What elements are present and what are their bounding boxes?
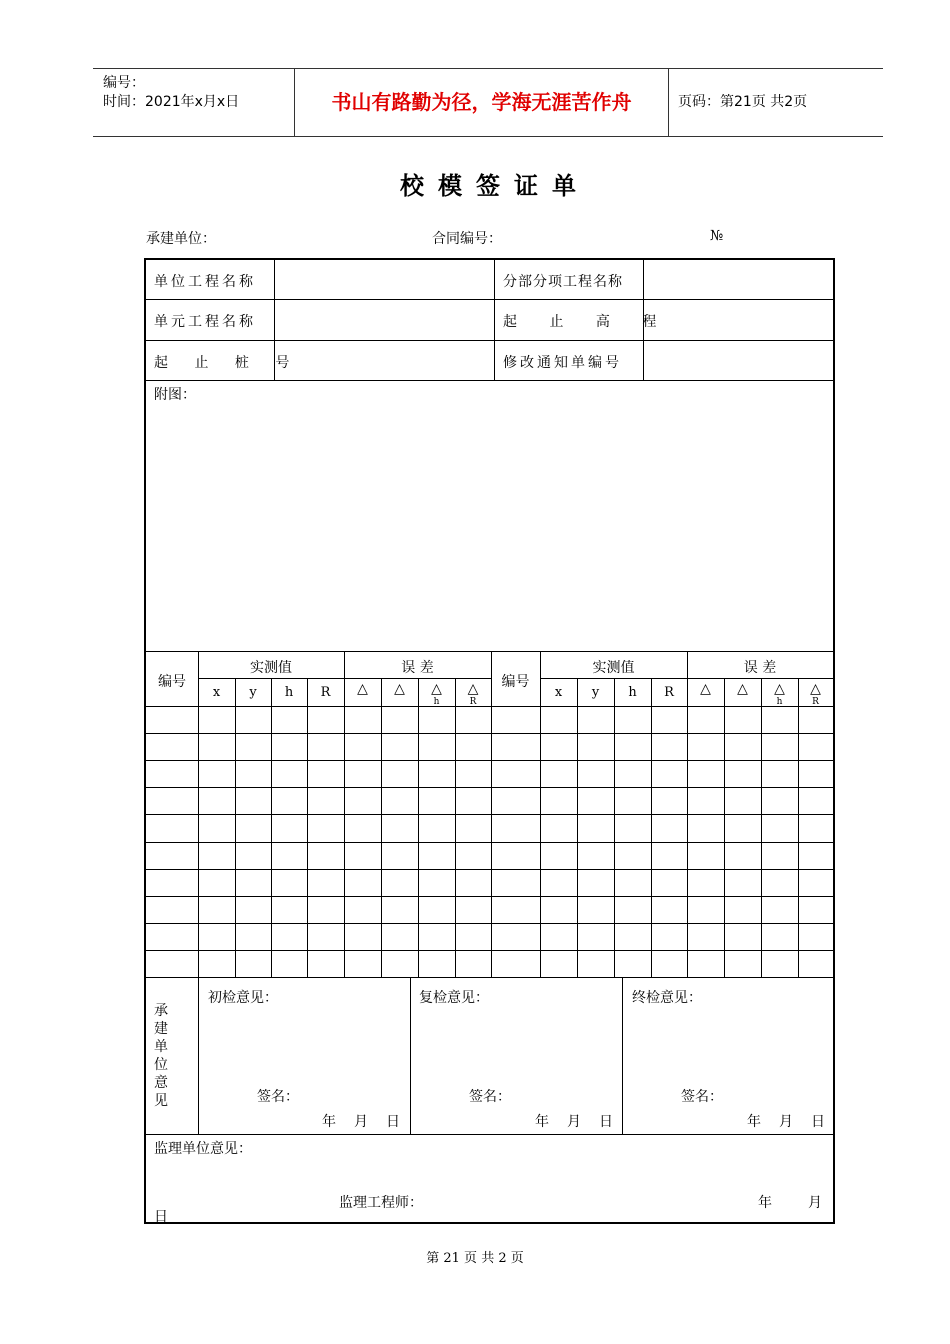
measured-col-x-1: x — [212, 685, 221, 700]
document-title: 校模签证单 — [400, 171, 590, 200]
review-year: 年 — [535, 1114, 549, 1130]
supervisor-engineer-label: 监理工程师： — [339, 1195, 423, 1211]
delta-subscript: R — [469, 697, 477, 705]
delta-icon: △ — [700, 681, 711, 697]
attachment-label: 附图： — [154, 387, 196, 403]
final-year: 年 — [747, 1114, 761, 1130]
contract-number-label: 合同编号： — [432, 231, 502, 247]
review-check-label: 复检意见： — [419, 990, 489, 1006]
initial-year: 年 — [322, 1114, 336, 1130]
measured-value-header-1: 实测值 — [250, 660, 292, 676]
supervisor-month: 月 — [808, 1195, 822, 1211]
delta-col-4-group-2 — [798, 680, 833, 705]
delta-icon: △ — [394, 681, 405, 697]
measured-col-h-2: h — [628, 685, 637, 700]
serial-number-symbol: № — [710, 228, 724, 244]
supervisor-day: 日 — [154, 1210, 168, 1222]
measure-number-header-1: 编号 — [158, 674, 186, 690]
delta-subscript: R — [812, 697, 819, 705]
page-info: 页码：第21页 共2页 — [678, 94, 808, 110]
initial-sign-label: 签名： — [257, 1089, 299, 1105]
page-footer: 第 21 页 共 2 页 — [426, 1251, 524, 1266]
delta-icon: △ — [737, 681, 748, 697]
delta-col-2-group-2 — [724, 680, 761, 705]
delta-icon: △ — [467, 681, 479, 697]
delta-icon: △ — [810, 681, 821, 697]
delta-col-1-group-2 — [687, 680, 724, 705]
delta-icon: △ — [431, 681, 442, 697]
number-label: 编号： — [103, 75, 145, 91]
measured-col-y-1: y — [249, 685, 257, 700]
final-sign-label: 签名： — [681, 1089, 723, 1105]
initial-check-label: 初检意见： — [208, 990, 278, 1006]
page-header — [93, 68, 883, 137]
delta-col-3-group-2 — [761, 680, 798, 705]
delta-icon: △ — [774, 681, 785, 697]
unit-project-label: 单位工程名称 — [154, 274, 256, 290]
final-month: 月 — [779, 1114, 793, 1130]
contractor-label: 承建单位： — [146, 231, 216, 247]
delta-icon: △ — [357, 681, 368, 697]
delta-subscript: h — [433, 697, 440, 705]
delta-col-2-group-1 — [381, 680, 418, 705]
elevation-label: 起 止 高 程 — [503, 314, 671, 330]
initial-month: 月 — [354, 1114, 368, 1130]
delta-col-4-group-1 — [455, 680, 491, 705]
measured-col-r-1: R — [320, 685, 331, 700]
contractor-opinion-label: 承建单位意见 — [154, 1003, 168, 1109]
measured-value-header-2: 实测值 — [592, 660, 635, 676]
measured-col-y-2: y — [591, 685, 600, 700]
measured-col-x-2: x — [554, 685, 563, 700]
review-sign-label: 签名： — [469, 1089, 511, 1105]
error-header-1: 误 差 — [401, 660, 434, 676]
delta-subscript: h — [776, 697, 783, 705]
review-month: 月 — [567, 1114, 581, 1130]
error-header-2: 误 差 — [743, 660, 777, 676]
measured-col-h-1: h — [284, 685, 294, 700]
supervisor-opinion-label: 监理单位意见： — [154, 1141, 252, 1157]
initial-day: 日 — [386, 1114, 400, 1130]
delta-col-1-group-1 — [344, 680, 381, 705]
final-check-label: 终检意见： — [632, 990, 702, 1006]
sign-off-form — [144, 258, 835, 1224]
time-label: 时间：2021年x月x日 — [103, 94, 240, 110]
sub-project-label: 分部分项工程名称 — [503, 274, 623, 290]
change-notice-label: 修改通知单编号 — [503, 355, 622, 371]
element-project-label: 单元工程名称 — [154, 314, 256, 330]
measure-number-header-2: 编号 — [501, 674, 530, 690]
final-day: 日 — [811, 1114, 825, 1130]
motto: 书山有路勤为径，学海无涯苦作舟 — [294, 69, 669, 136]
measured-col-r-2: R — [664, 685, 674, 700]
review-day: 日 — [599, 1114, 613, 1130]
supervisor-year: 年 — [758, 1195, 772, 1211]
delta-col-3-group-1 — [418, 680, 455, 705]
station-label: 起 止 桩 号 — [154, 355, 301, 371]
header-left — [93, 69, 294, 136]
